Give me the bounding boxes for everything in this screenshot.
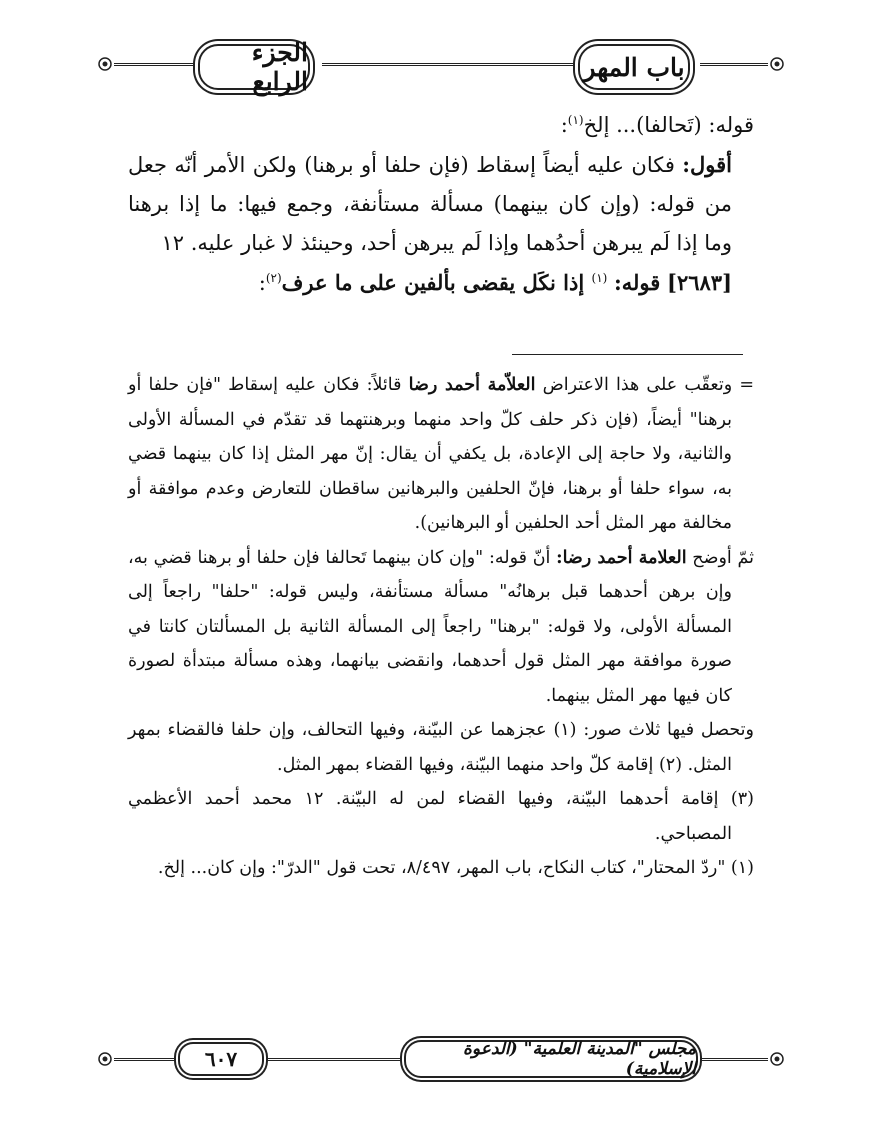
flower-ornament-icon [770,1052,784,1066]
footnote-continuation: = وتعقّب على هذا الاعتراض العلاّمة أحمد رضا قائلاً: فكان عليه إسقاط "فإن حلفا أو برهنا" أيضاً، (فإن ذكر حلف كلّ واحد منهما وبرهنتهما قد تقدّم في المسألة الأولى والثانية، ولا حاجة إلى الإعادة، بل يكفي أن يقال: إنّ مهر المثل إذا كان بينهما قضي به، سواء حلفا أو برهنا، فإنّ الحلفين والبرهانين ساقطان للتعارض وعدم موافقة أو مخالفة مهر المثل أحد الحلفين أو البرهانين). [128,375,754,533]
header-rule-center [322,63,574,66]
header-volume-cartouche [198,38,310,96]
footnote-ref: (١) [567,113,584,127]
header-rule-right [700,63,768,66]
publisher-name: مجلس "المدينة العلمية" (الدعوة الإسلامية) [463,1039,696,1079]
flower-ornament-icon [770,57,784,71]
header-rule-left [114,63,196,66]
footnote-explanation: ثمّ أوضح العلامة أحمد رضا: أنّ قوله: "وإن كان بينهما تَحالفا فإن حلفا أو برهنا قضي به، وإن برهن أحدهما قبل برهانُه" مسألة مستأنفة، وليس قوله: "حلفا" راجعاً إلى المسألة الأولى، ولا قوله: "برهنا" راجعاً إلى المسألة الثانية بل المسألتان كانتا في صورة موافقة مهر المثل قول أحدهما، وانقضى بيانهما، وهذه مسألة مبتدأة لصورة كان فيها مهر المثل بينهما. [128,547,754,706]
footnote-ref: (١) [591,271,608,285]
footer-rule-right [700,1058,768,1061]
volume-title: الجزء الرابع [251,38,308,96]
header-chapter-cartouche [578,44,690,90]
footnote-separator [512,354,743,355]
page-number: ٦٠٧ [204,1047,238,1071]
main-paragraph-1: أقول: فكان عليه أيضاً إسقاط (فإن حلفا أو برهنا) ولكن الأمر أنّه جعل من قوله: (وإن كان بينهما) مسألة مستأنفة، وجمع فيها: ما إذا برهنا وما إذا لَم يبرهن أحدُهما وإذا لَم يبرهن أحد، وحينئذ لا غبار عليه. ١٢ [128,152,732,255]
footnote-1: (١) "ردّ المحتار"، كتاب النكاح، باب المهر، ٨/٤٩٧، تحت قول "الدرّ": وإن كان... إلخ. [157,858,754,878]
main-paragraph-2: [٢٦٨٣] قوله: $^{(١)}$ إذا نكَل يقضى بألفين على ما عرف$^{(٢)}$: [258,270,732,295]
qawluhu-label: قوله: [614,270,661,295]
footer-rule-center [268,1058,400,1061]
publisher-cartouche [404,1040,698,1078]
main-line-1: قوله: (تَحالفا)... إلخ$^{(١)}$: [560,113,754,137]
footnotes [128,368,754,886]
entry-number: [٢٦٨٣] [667,270,732,295]
aqulu-label: أقول: [682,152,732,177]
page-number-cartouche [178,1042,264,1076]
chapter-title: باب المهر [583,52,685,82]
footnote-cases: وتحصل فيها ثلاث صور: (١) عجزهما عن البيّنة، وفيها التحالف، وإن حلفا فالقضاء بمهر المثل. (٢) إقامة كلّ واحد منهما البيّنة، وفيها القضاء بمهر المثل. [128,720,754,775]
footer-rule-left [114,1058,176,1061]
footnote-case-3: (٣) إقامة أحدهما البيّنة، وفيها القضاء لمن له البيّنة. ١٢ محمد أحمد الأعظمي المصباحي. [128,789,754,844]
main-text [128,106,754,303]
flower-ornament-icon [98,1052,112,1066]
footnote-ref: (٢) [265,271,282,285]
flower-ornament-icon [98,57,112,71]
